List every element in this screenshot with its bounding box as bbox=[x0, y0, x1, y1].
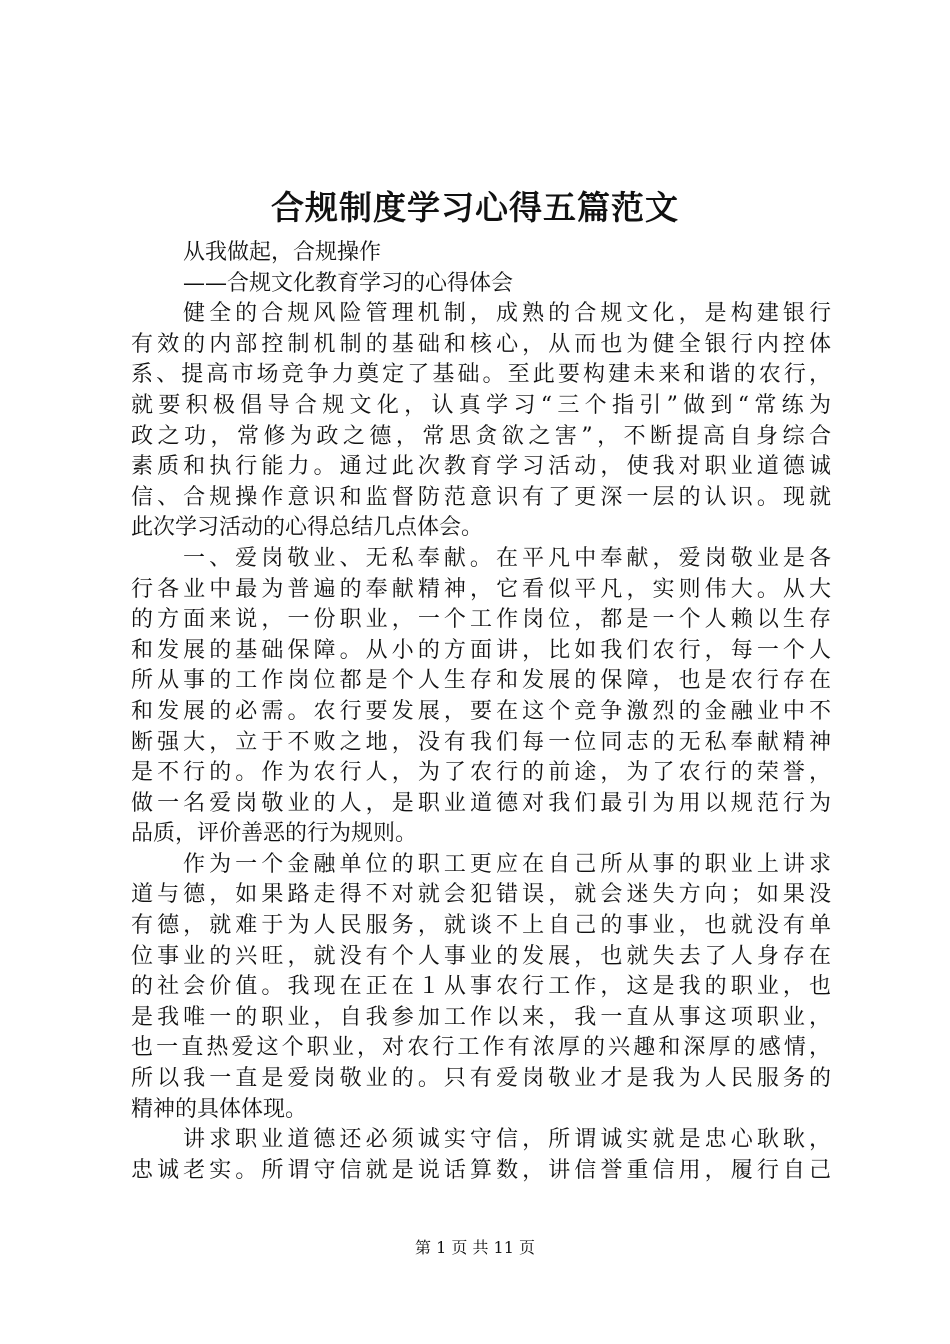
text-line: 有效的内部控制机制的基础和核心，从而也为健全银行内控体 bbox=[131, 331, 831, 357]
text-line: 忠诚老实。所谓守信就是说话算数，讲信誉重信用，履行自己 bbox=[131, 1157, 831, 1183]
text-line: 断强大，立于不败之地，没有我们每一位同志的无私奉献精神 bbox=[131, 729, 831, 755]
text-line: 的方面来说，一份职业，一个工作岗位，都是一个人赖以生存 bbox=[131, 607, 831, 633]
text-line: 的社会价值。我现在正在１从事农行工作，这是我的职业，也 bbox=[131, 974, 831, 1000]
text-line: 此次学习活动的心得总结几点体会。 bbox=[131, 515, 484, 541]
text-line: 是我唯一的职业，自我参加工作以来，我一直从事这项职业， bbox=[131, 1004, 831, 1030]
text-line: 做一名爱岗敬业的人，是职业道德对我们最引为用以规范行为 bbox=[131, 790, 831, 816]
text-line: 就要积极倡导合规文化，认真学习“三个指引”做到“常练为 bbox=[131, 392, 831, 418]
text-line: 所从事的工作岗位都是个人生存和发展的保障，也是农行存在 bbox=[131, 668, 831, 694]
text-line: 有德，就难于为人民服务，就谈不上自己的事业，也就没有单 bbox=[131, 913, 831, 939]
text-line: 讲求职业道德还必须诚实守信，所谓诚实就是忠心耿耿， bbox=[183, 1127, 831, 1153]
text-line: 行各业中最为普遍的奉献精神，它看似平凡，实则伟大。从大 bbox=[131, 576, 831, 602]
text-line: 位事业的兴旺，就没有个人事业的发展，也就失去了人身存在 bbox=[131, 943, 831, 969]
text-line: 是不行的。作为农行人，为了农行的前途，为了农行的荣誉， bbox=[131, 760, 831, 786]
text-line: 一、爱岗敬业、无私奉献。在平凡中奉献，爱岗敬业是各 bbox=[183, 545, 831, 571]
text-line: 从我做起，合规操作 bbox=[183, 240, 382, 265]
text-line: 所以我一直是爱岗敬业的。只有爱岗敬业才是我为人民服务的 bbox=[131, 1066, 831, 1092]
text-line: 也一直热爱这个职业，对农行工作有浓厚的兴趣和深厚的感情， bbox=[131, 1035, 831, 1061]
text-line: 健全的合规风险管理机制，成熟的合规文化，是构建银行 bbox=[183, 301, 831, 327]
text-line: 精神的具体体现。 bbox=[131, 1096, 308, 1122]
text-line: 和发展的必需。农行要发展，要在这个竞争激烈的金融业中不 bbox=[131, 698, 831, 724]
text-line: ——合规文化教育学习的心得体会 bbox=[183, 270, 514, 296]
document-body bbox=[131, 238, 831, 1186]
text-line: 信、合规操作意识和监督防范意识有了更深一层的认识。现就 bbox=[131, 484, 831, 510]
text-line: 系、提高市场竞争力奠定了基础。至此要构建未来和谐的农行， bbox=[131, 362, 831, 388]
text-line: 道与德，如果路走得不对就会犯错误，就会迷失方向；如果没 bbox=[131, 882, 831, 908]
text-line: 政之功，常修为政之德，常思贪欲之害”，不断提高自身综合 bbox=[131, 423, 831, 449]
page-footer: 第 1 页 共 11 页 bbox=[415, 1238, 535, 1257]
text-line: 品质，评价善恶的行为规则。 bbox=[131, 821, 418, 847]
text-line: 和发展的基础保障。从小的方面讲，比如我们农行，每一个人 bbox=[131, 637, 831, 663]
document-title: 合规制度学习心得五篇范文 bbox=[271, 188, 679, 227]
text-line: 素质和执行能力。通过此次教育学习活动，使我对职业道德诚 bbox=[131, 454, 831, 480]
text-line: 作为一个金融单位的职工更应在自己所从事的职业上讲求 bbox=[183, 851, 831, 877]
